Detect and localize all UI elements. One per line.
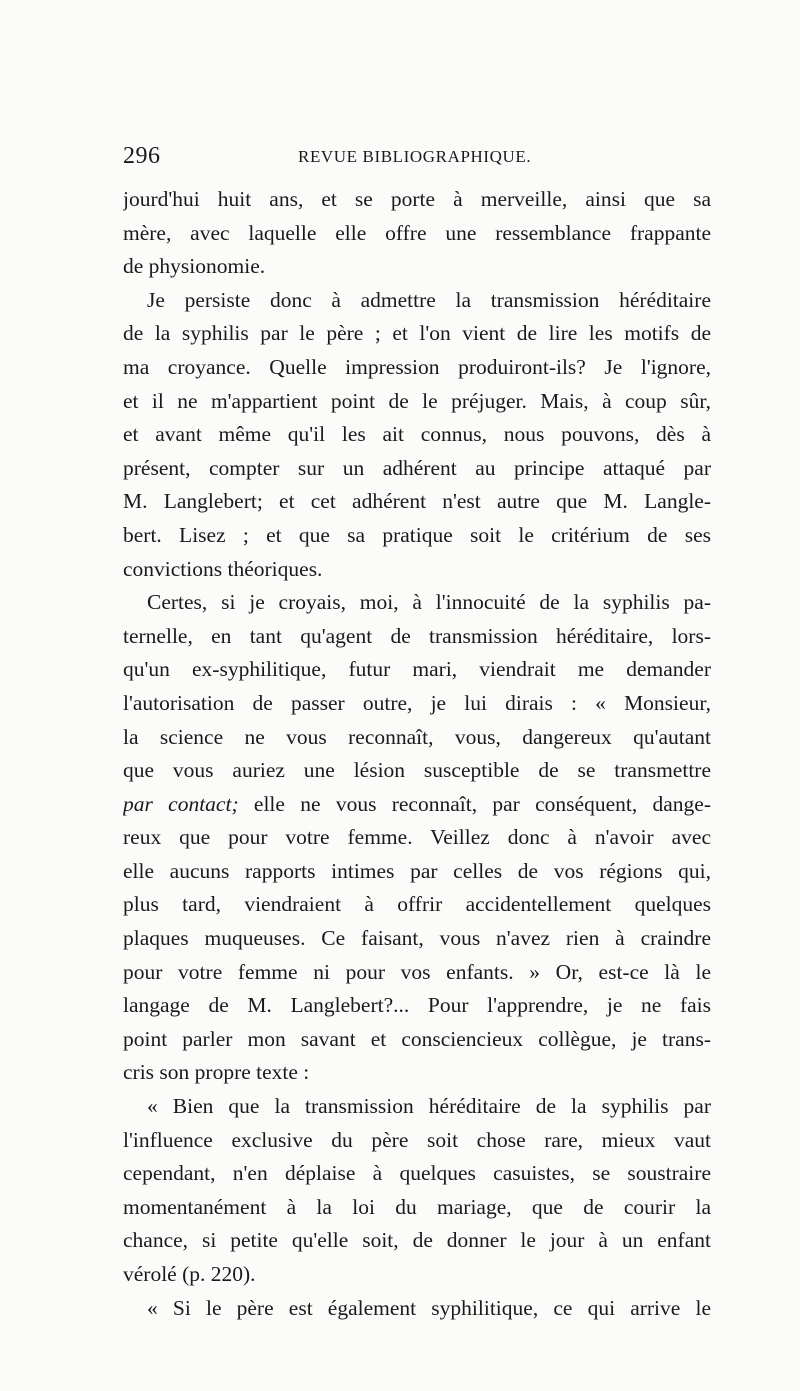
text-line: elle aucuns rapports intimes par celles de vos régions qui, [123,858,711,883]
text-line: convictions théoriques. [123,556,323,581]
body-text [123,183,711,1325]
text-line: jourd'hui huit ans, et se porte à merveille, ainsi que sa [123,187,711,211]
text-line: momentanément à la loi du mariage, que de courir la [123,1194,711,1219]
page-number: 296 [123,143,161,169]
text-line: ma croyance. Quelle impression produiront-ils? Je l'ignore, [123,354,711,379]
text-line: cris son propre texte : [123,1060,310,1085]
text-line: et il ne m'appartient point de le préjuger. Mais, à coup sûr, [123,388,711,413]
text-line: ternelle, en tant qu'agent de transmission héréditaire, lors- [123,623,711,648]
text-line: l'influence exclusive du père soit chose rare, mieux vaut [123,1127,711,1152]
text-line: « Bien que la transmission héréditaire de la syphilis par [147,1094,711,1119]
text-line: la science ne vous reconnaît, vous, dangereux qu'autant [123,724,711,749]
text-line: cependant, n'en déplaise à quelques casuistes, se soustraire [123,1161,711,1186]
text-line: M. Langlebert; et cet adhérent n'est autre que M. Langle- [123,489,711,514]
text-line: pour votre femme ni pour vos enfants. » Or, est-ce là le [123,959,711,984]
text-line: plus tard, viendraient à offrir accidentellement quelques [123,892,711,917]
text-line: et avant même qu'il les ait connus, nous pouvons, dès à [123,422,711,447]
text-line: langage de M. Langlebert?... Pour l'apprendre, je ne fais [123,993,711,1018]
emphasized-phrase: par contact; [123,791,239,816]
text-line: vérolé (p. 220). [123,1262,256,1286]
text-line: que vous auriez une lésion susceptible de se transmettre [123,758,711,783]
text-line: qu'un ex-syphilitique, futur mari, viendrait me demander [123,657,711,682]
text-line: reux que pour votre femme. Veillez donc à n'avoir avec [123,825,711,850]
text-line: présent, compter sur un adhérent au principe attaqué par [123,455,711,480]
text-line: Je persiste donc à admettre la transmission héréditaire [147,287,711,312]
text-line: Certes, si je croyais, moi, à l'innocuité de la syphilis pa- [147,590,711,615]
text-line: l'autorisation de passer outre, je lui dirais : « Monsieur, [123,690,711,715]
text-line: mère, avec laquelle elle offre une ressemblance frappante [123,220,711,245]
text-line: plaques muqueuses. Ce faisant, vous n'avez rien à craindre [123,926,711,951]
text-line: point parler mon savant et consciencieux collègue, je trans- [123,1026,711,1051]
text-line-with-emphasis: par contact; elle ne vous reconnaît, par conséquent, dange- [123,791,711,816]
text-line: bert. Lisez ; et que sa pratique soit le critérium de ses [123,522,711,547]
text-line: « Si le père est également syphilitique, ce qui arrive le [147,1295,711,1320]
text-line: de physionomie. [123,254,266,279]
text-line: de la syphilis par le père ; et l'on vient de lire les motifs de [123,321,711,346]
running-head [123,143,713,173]
text-line: chance, si petite qu'elle soit, de donner le jour à un enfant [123,1228,711,1253]
running-title: REVUE BIBLIOGRAPHIQUE. [298,147,532,166]
